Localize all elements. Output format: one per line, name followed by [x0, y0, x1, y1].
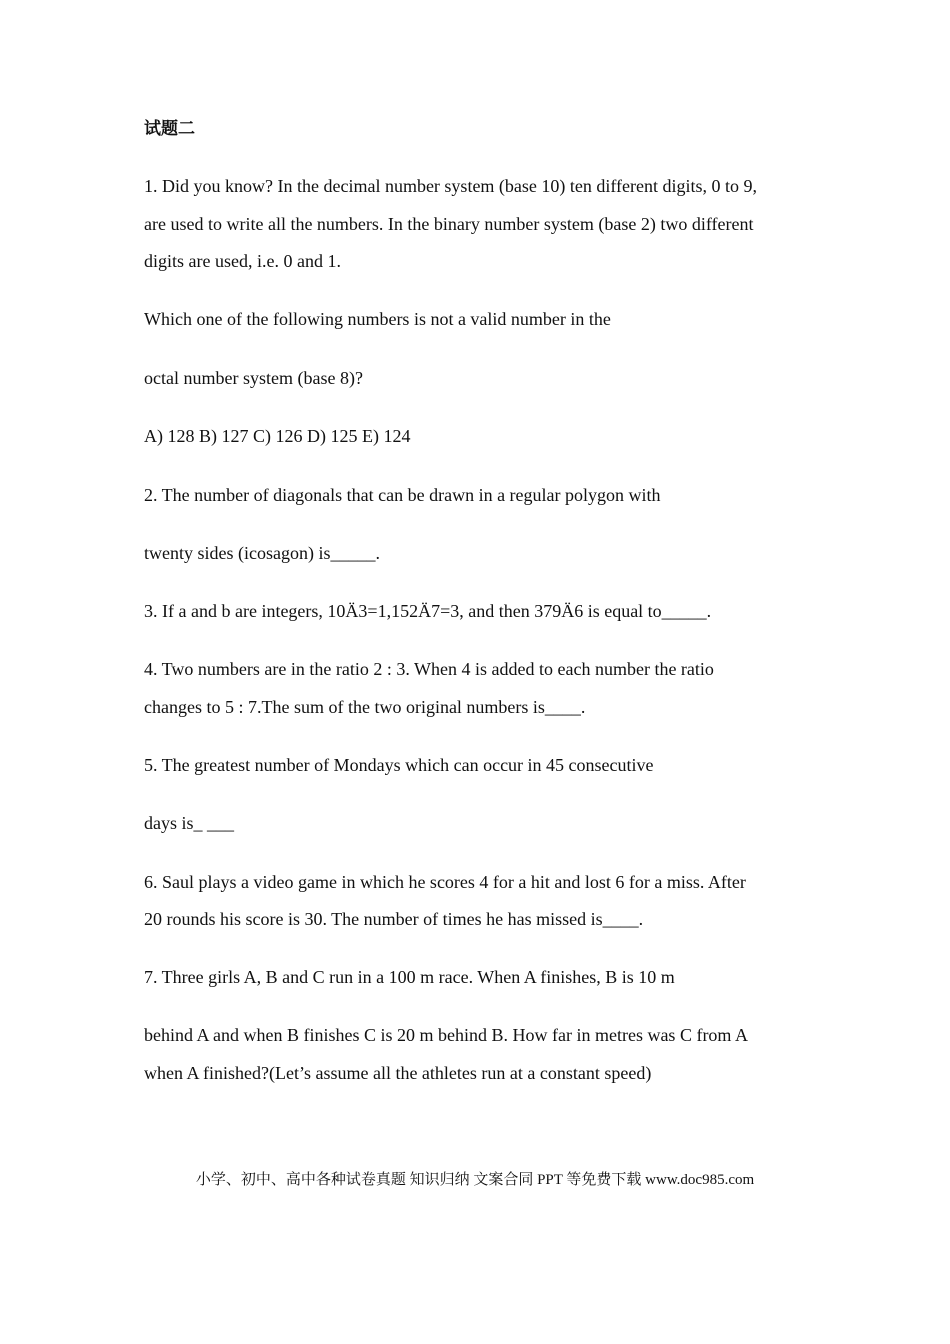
q4-line-1: 4. Two numbers are in the ratio 2 : 3. When 4 is added to each number the ratio	[144, 659, 714, 679]
q6-line-1: 6. Saul plays a video game in which he scores 4 for a hit and lost 6 for a miss. After	[144, 872, 746, 892]
q1-line-2: are used to write all the numbers. In the binary number system (base 2) two different	[144, 214, 754, 234]
q5-line-1: 5. The greatest number of Mondays which can occur in 45 consecutive	[144, 755, 654, 775]
q5-line-2: days is_ ___	[144, 813, 234, 833]
q7-line-1: 7. Three girls A, B and C run in a 100 m race. When A finishes, B is 10 m	[144, 967, 675, 987]
q7-line-2: behind A and when B finishes C is 20 m behind B. How far in metres was C from A	[144, 1025, 748, 1045]
q1-line-4: Which one of the following numbers is not a valid number in the	[144, 309, 611, 329]
q6-line-2: 20 rounds his score is 30. The number of times he has missed is____.	[144, 909, 644, 929]
page-title: 试题二	[144, 119, 195, 139]
q1-line-5: octal number system (base 8)?	[144, 368, 363, 388]
q2-line-2: twenty sides (icosagon) is_____.	[144, 543, 380, 563]
page-footer: 小学、初中、高中各种试卷真题 知识归纳 文案合同 PPT 等免费下载 www.doc985.com	[195, 1172, 755, 1188]
q2-line-1: 2. The number of diagonals that can be drawn in a regular polygon with	[144, 485, 661, 505]
q7-line-3: when A finished?(Let’s assume all the athletes run at a constant speed)	[144, 1063, 652, 1083]
q1-line-3: digits are used, i.e. 0 and 1.	[144, 251, 341, 271]
q1-options: A) 128 B) 127 C) 126 D) 125 E) 124	[144, 426, 411, 446]
q1-line-1: 1. Did you know? In the decimal number system (base 10) ten different digits, 0 to 9,	[144, 176, 758, 196]
q3-line-1: 3. If a and b are integers, 10Ä3=1,152Ä7=3, and then 379Ä6 is equal to_____.	[144, 601, 712, 621]
q4-line-2: changes to 5 : 7.The sum of the two original numbers is____.	[144, 697, 586, 717]
